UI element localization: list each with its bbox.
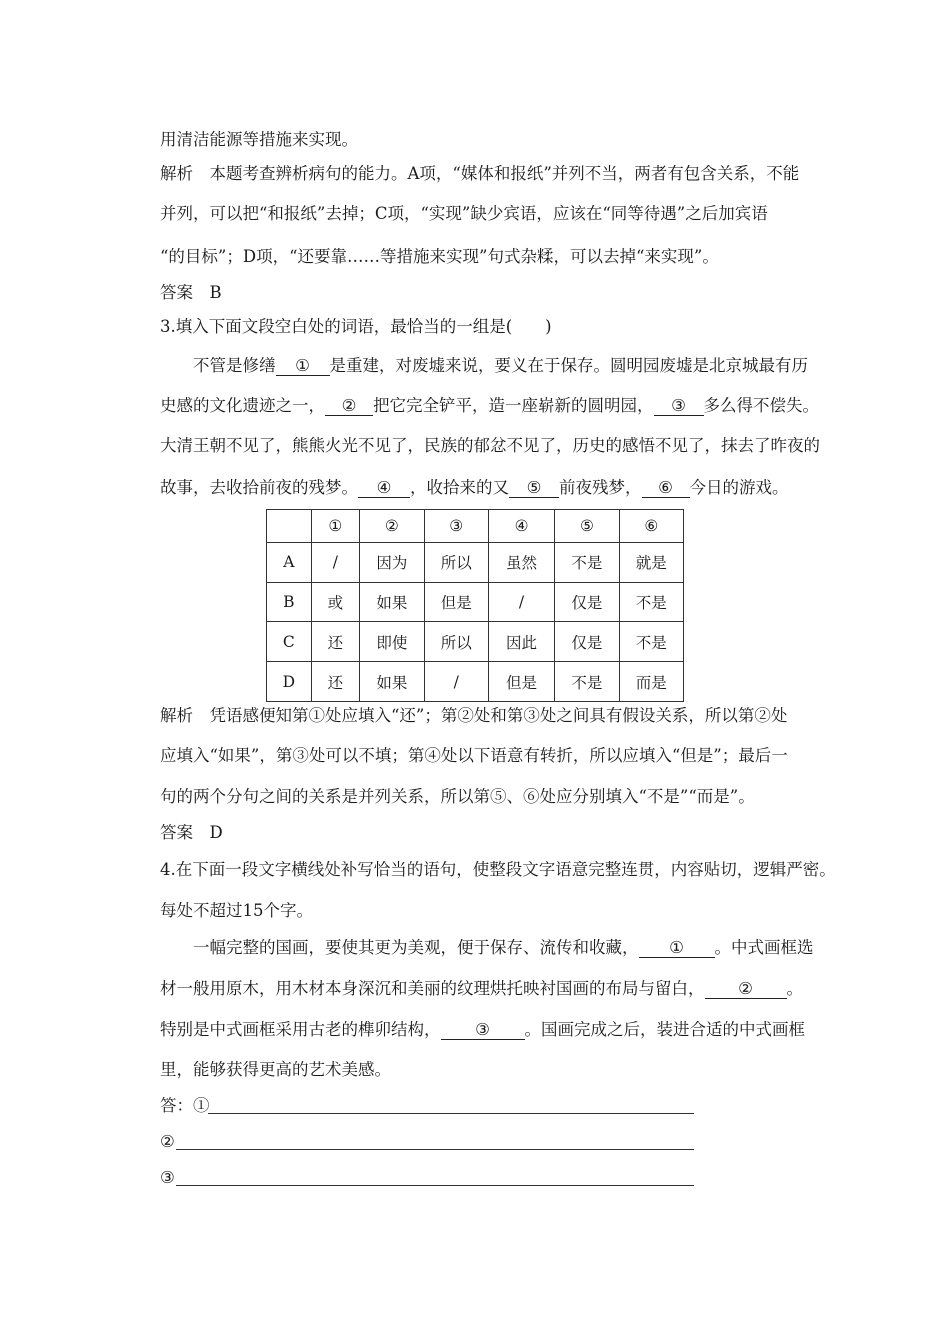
table-cell: ①: [311, 510, 360, 543]
answer-label-1: 答：①: [160, 1096, 210, 1115]
blank-2: ②: [325, 397, 373, 416]
table-cell: ⑤: [555, 510, 619, 543]
table-cell: 不是: [619, 582, 683, 622]
q2-analysis-line-3: “的目标”；D项，“还要靠……等措施来实现”句式杂糅，可以去掉“来实现”。: [160, 247, 719, 266]
answer-line-3[interactable]: [176, 1185, 694, 1186]
q3-passage-line-4: [160, 478, 789, 498]
table-cell: ②: [360, 510, 424, 543]
table-cell: /: [488, 582, 554, 622]
text: 材一般用原木，用木材本身深沉和美丽的纹理烘托映衬国画的布局与留白，: [160, 979, 705, 998]
table-row: [267, 662, 684, 702]
table-cell: 还: [311, 622, 360, 662]
q3-analysis-line-3: 句的两个分句之间的关系是并列关系，所以第⑤、⑥处应分别填入“不是”“而是”。: [160, 787, 755, 806]
table-cell: 因为: [360, 542, 424, 582]
q4-passage-line-2: [160, 979, 803, 999]
table-row: [267, 542, 684, 582]
table-cell: ③: [424, 510, 488, 543]
answer-line-2[interactable]: [176, 1149, 694, 1150]
table-cell: B: [267, 582, 312, 622]
text: 前夜残梦，: [559, 478, 642, 497]
table-cell: 不是: [619, 622, 683, 662]
q3-passage-line-2: [160, 396, 819, 416]
text: 特别是中式画框采用古老的榫卯结构，: [160, 1020, 441, 1039]
text: 。国画完成之后，装进合适的中式画框: [524, 1020, 805, 1039]
table-cell: D: [267, 662, 312, 702]
table-cell: ⑥: [619, 510, 683, 543]
q4-passage-line-4: 里，能够获得更高的艺术美感。: [160, 1060, 391, 1079]
blank-4: ④: [358, 479, 410, 498]
text: 故事，去收拾前夜的残梦。: [160, 478, 358, 497]
table-cell: 但是: [488, 662, 554, 702]
table-cell: 即使: [360, 622, 424, 662]
q3-passage-line-3: 大清王朝不见了，熊熊火光不见了，民族的郁忿不见了，历史的感悟不见了，抹去了昨夜的: [160, 436, 820, 455]
table-header-row: [267, 510, 684, 543]
text: ，收拾来的又: [410, 478, 509, 497]
blank-1: ①: [276, 357, 330, 376]
table-cell: 但是: [424, 582, 488, 622]
table-cell: 不是: [555, 662, 619, 702]
text: 今日的游戏。: [689, 478, 789, 497]
top-line: 用清洁能源等措施来实现。: [160, 130, 358, 149]
blank-6: ⑥: [642, 479, 690, 498]
answer-label-2: ②: [160, 1132, 175, 1151]
q4-passage-line-1: [193, 938, 814, 958]
table-cell: 仅是: [555, 582, 619, 622]
q3-analysis-line-1: 解析 凭语感便知第①处应填入“还”；第②处和第③处之间具有假设关系，所以第②处: [160, 706, 788, 725]
table-cell: 就是: [619, 542, 683, 582]
answer-label-3: ③: [160, 1168, 175, 1187]
text: 史感的文化遗迹之一，: [160, 396, 325, 415]
q2-answer: 答案 B: [160, 283, 222, 302]
blank-1: ①: [639, 939, 715, 958]
q3-stem: 3.填入下面文段空白处的词语，最恰当的一组是( ): [160, 317, 552, 336]
text: 是重建，对废墟来说，要义在于保存。圆明园废墟是北京城最有历: [329, 356, 808, 375]
q3-passage-line-1: [193, 356, 808, 376]
table-cell: C: [267, 622, 312, 662]
table-cell: 或: [311, 582, 360, 622]
options-table: [266, 509, 684, 702]
table-row: [267, 622, 684, 662]
q4-passage-line-3: [160, 1020, 805, 1040]
text: 。: [786, 979, 803, 998]
q2-analysis-line-1: 解析 本题考查辨析病句的能力。A项，“媒体和报纸”并列不当，两者有包含关系，不能: [160, 164, 800, 183]
table-cell: /: [424, 662, 488, 702]
text: 不管是修缮: [193, 356, 276, 375]
blank-3: ③: [654, 397, 704, 416]
table-cell: 还: [311, 662, 360, 702]
answer-line-1[interactable]: [208, 1113, 694, 1114]
table-cell: ④: [488, 510, 554, 543]
q4-stem-line-1: 4.在下面一段文字横线处补写恰当的语句，使整段文字语意完整连贯，内容贴切，逻辑严密。: [160, 860, 836, 879]
text: 。中式画框选: [714, 938, 814, 957]
table-cell: 而是: [619, 662, 683, 702]
table-cell: 所以: [424, 542, 488, 582]
table-cell: 所以: [424, 622, 488, 662]
table-cell: A: [267, 542, 312, 582]
table-cell: 仅是: [555, 622, 619, 662]
table-cell: /: [311, 542, 360, 582]
table-cell: 如果: [360, 662, 424, 702]
text: 把它完全铲平，造一座崭新的圆明园，: [373, 396, 654, 415]
table-cell: 因此: [488, 622, 554, 662]
table-cell: 虽然: [488, 542, 554, 582]
table-cell: 不是: [555, 542, 619, 582]
q4-stem-line-2: 每处不超过15个字。: [160, 901, 313, 920]
text: 一幅完整的国画，要使其更为美观，便于保存、流传和收藏，: [193, 938, 639, 957]
q3-analysis-line-2: 应填入“如果”，第③处可以不填；第④处以下语意有转折，所以应填入“但是”；最后一: [160, 746, 788, 765]
q2-analysis-line-2: 并列，可以把“和报纸”去掉；C项，“实现”缺少宾语，应该在“同等待遇”之后加宾语: [160, 204, 768, 223]
table-row: [267, 582, 684, 622]
q3-answer: 答案 D: [160, 823, 223, 842]
table-cell: [267, 510, 312, 543]
blank-3: ③: [441, 1021, 525, 1040]
table-cell: 如果: [360, 582, 424, 622]
text: 多么得不偿失。: [703, 396, 819, 415]
blank-5: ⑤: [509, 479, 559, 498]
blank-2: ②: [705, 980, 787, 999]
